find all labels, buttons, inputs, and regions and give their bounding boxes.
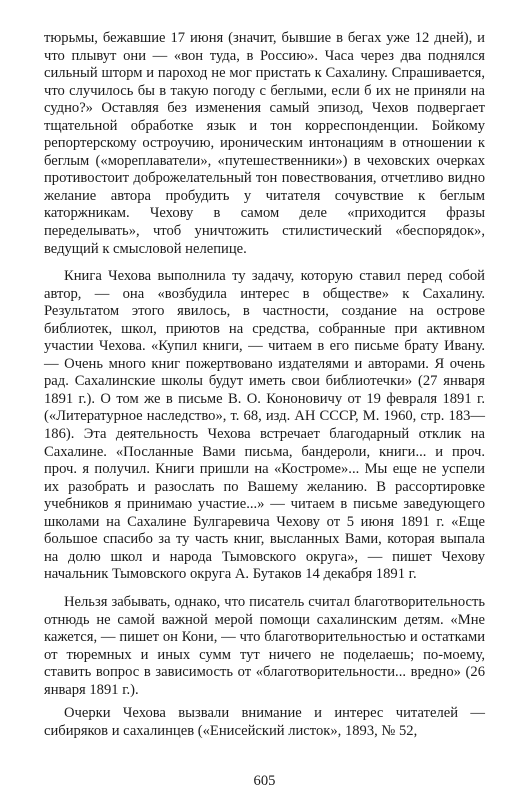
paragraph-charity: Нельзя забывать, однако, что писатель считал благотворительность отнюдь не самой важной мерой помощи сахалинским детям. «Мне кажется, — пишет он Кони, — что благотворительностью и остатками от тюремных и иных сумм тут ничего не поделаешь; по-моему, ставить вопрос в зависимость от «благотворительности... вредно» (26 января 1891 г.).: [44, 593, 485, 698]
book-page: [44, 30, 485, 790]
paragraph-continuation: тюрьмы, бежавшие 17 июня (значит, бывшие в бегах уже 12 дней), и что плывут они — «вон туда, в Россию». Часа через два поднялся сильный шторм и пароход не мог пристать к Сахалину. Спрашивается, что случилось бы в такую погоду с беглыми, если б их не приняли на судно?» Оставляя без изменения самый эпизод, Чехов подвергает тщательной обработке язык и тон корреспонденции. Бойкому репортерскому остроучию, ироническим интонациям в отношении к беглым («мореплаватели», «путешественники») в чеховских очерках противостоит доброжелательный тон повествования, отчетливо видно желание автора пробудить у читателя сочувствие к беглым каторжникам. Чехову в самом деле «приходится фразы переделывать», чтоб уничтожить стилистический «беспорядок», ведущий к смысловой нелепице.: [44, 30, 485, 257]
paragraph-readers-interest: Очерки Чехова вызвали внимание и интерес читателей — сибиряков и сахалинцев («Енисейский листок», 1893, № 52,: [44, 705, 485, 739]
page-number: 605: [253, 773, 276, 789]
paragraph-book-impact: Книга Чехова выполнила ту задачу, которую ставил перед собой автор, — она «возбудила интерес в обществе» к Сахалину. Результатом этого явилось, в частности, создание на острове библиотек, школ, приютов на средства, собранные при активном участии Чехова. «Купил книги, — читаем в его письме брату Ивану. — Очень много книг пожертвовано издателями и авторами. Я очень рад. Сахалинские школы будут иметь свои библиотечки» (27 января 1891 г.). О том же в письме В. О. Кононовичу от 19 февраля 1891 г. («Литературное наследство», т. 68, изд. АН СССР, М. 1960, стр. 183—186). Эта деятельность Чехова встречает благодарный отклик на Сахалине. «Посланные Вами письма, бандероли, книги... и проч. проч. я получил. Книги пришли на «Костроме»... Мы еще не успели их разобрать и разослать по Вашему желанию. В рассортировке учебников я принимаю участие...» — читаем в письме заведующего школами на Сахалине Булгаревича Чехову от 5 июня 1891 г. «Еще большое спасибо за ту часть книг, высланных Вами, которая выпала на долю школ и народа Тымовского округа», — пишет Чехову начальник Тымовского округа А. Бутаков 14 декабря 1891 г.: [44, 268, 485, 583]
